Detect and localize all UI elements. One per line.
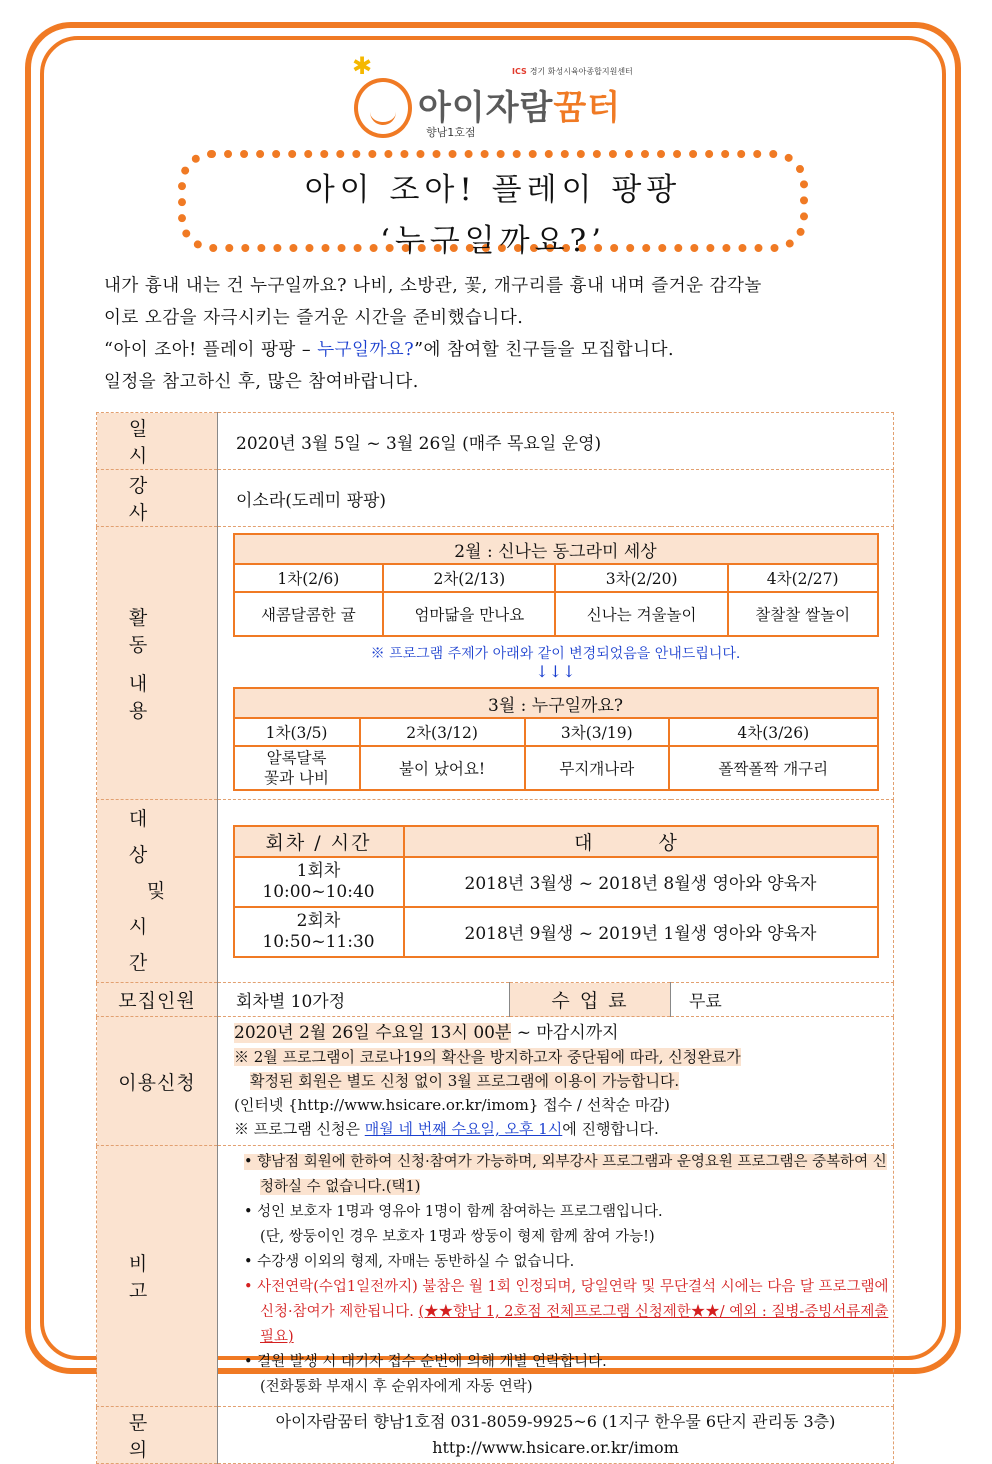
contact-info: 아이자람꿈터 향남1호점 031-8059-9925~6 (1지구 한우물 6단지 관리동 3층) xyxy=(275,1412,836,1431)
contact-cell xyxy=(218,1407,894,1464)
target-cell xyxy=(218,800,894,983)
target-table xyxy=(233,825,879,958)
date-value: 2020년 3월 5일 ~ 3월 26일 (매주 목요일 운영) xyxy=(218,413,894,470)
recruit-label: 모집인원 xyxy=(97,983,218,1017)
feb-activity: 신나는 겨울놀이 xyxy=(555,592,727,636)
down-arrows-icon: ↓↓↓ xyxy=(535,662,576,681)
change-notice: ※ 프로그램 주제가 아래와 같이 변경되었음을 안내드립니다. xyxy=(370,646,741,662)
feb-activity: 찰찰찰 쌀놀이 xyxy=(728,592,878,636)
note-label: 비 고 xyxy=(97,1146,218,1407)
activity-label: 활 동 내 용 xyxy=(97,527,218,800)
session-header: 회차 / 시간 xyxy=(234,826,404,857)
feb-week: 1차(2/6) xyxy=(234,564,384,592)
contact-label: 문 의 xyxy=(97,1407,218,1464)
target-header: 대 상 xyxy=(404,826,878,857)
mar-activity: 폴짝폴짝 개구리 xyxy=(669,746,877,790)
date-label: 일 시 xyxy=(97,413,218,470)
title-box xyxy=(178,150,808,259)
feb-schedule xyxy=(233,533,879,637)
feb-activity: 엄마닮을 만나요 xyxy=(383,592,555,636)
logo xyxy=(352,52,672,148)
intro-text: 내가 흉내 내는 건 누구일까요? 나비, 소방관, 꽃, 개구리를 흉내 내며 즐거운 감각놀 이로 오감을 자극시키는 즐거운 시간을 준비했습니다. “아이 조아! 플레이 팡팡 – 누구일까요?”에 참여할 친구들을 모집합니다. 일정을 참고하신 후, 많은 참여바랍니다. xyxy=(104,276,762,392)
teacher-value: 이소라(도레미 팡팡) xyxy=(218,470,894,527)
session-1: 1회차 10:00~10:40 xyxy=(234,857,404,907)
fee-label: 수 업 료 xyxy=(510,983,671,1017)
fee-value: 무료 xyxy=(671,983,894,1017)
mar-week: 1차(3/5) xyxy=(234,718,360,746)
notes-cell: • 향남점 회원에 한하여 신청·참여가 가능하며, 외부강사 프로그램과 운영요원 프로그램은 중복하여 신청하실 수 없습니다.(택1) • 성인 보호자 1명과 영유아 1명이 함께 참여하는 프로그램입니다. (단, 쌍둥이인 경우 보호자 1명과 쌍둥이 형제 함께 참여 가능!) • 수강생 이외의 형제, 자매는 동반하실 수 없습니다. • 사전연락(수업1일전까지) 불참은 월 1회 인정되며, 당일연락 및 무단결석 시에는 다음 달 프로그램에 신청·참여가 제한됩니다. (★★향남 1, 2호점 전체프로그램 신청제한★★/ 예외 : 질병-증빙서류제출필요) • 결원 발생 시 대기자 접수 순번에 의해 개별 연락합니다. (전화통화 부재시 후 순위자에게 자동 연락) xyxy=(218,1146,894,1407)
recruit-value: 회차별 10가정 xyxy=(218,983,510,1017)
teacher-label: 강 사 xyxy=(97,470,218,527)
activity-cell xyxy=(218,527,894,800)
child-face-icon xyxy=(354,78,412,138)
feb-week: 2차(2/13) xyxy=(383,564,555,592)
star-icon: ✱ xyxy=(352,52,373,80)
logo-brand: 아이자람꿈터 xyxy=(418,88,622,128)
mar-schedule xyxy=(233,687,879,791)
mar-activity: 알록달록 꽃과 나비 xyxy=(234,746,360,790)
feb-week: 4차(2/27) xyxy=(728,564,878,592)
logo-branch: 향남1호점 xyxy=(426,126,476,139)
apply-label: 이용신청 xyxy=(97,1017,218,1146)
contact-url[interactable]: http://www.hsicare.or.kr/imom xyxy=(432,1438,679,1457)
feb-week: 3차(2/20) xyxy=(555,564,727,592)
target-label: 대 상 및 시 간 xyxy=(97,800,218,983)
mar-title: 3월 : 누구일까요? xyxy=(234,688,878,718)
mar-week: 2차(3/12) xyxy=(360,718,525,746)
mar-week: 4차(3/26) xyxy=(669,718,877,746)
apply-cell: 2020년 2월 26일 수요일 13시 00분 ~ 마감시까지 ※ 2월 프로그램이 코로나19의 확산을 방지하고자 중단됨에 따라, 신청완료가 확정된 회원은 별도 신청 없이 3월 프로그램에 이용이 가능합니다. (인터넷 {http://www.hsicare.or.kr/imom} 접수 / 선착순 마감) ※ 프로그램 신청은 매월 네 번째 수요일, 오후 1시에 진행합니다. xyxy=(218,1017,894,1146)
mar-activity: 무지개나라 xyxy=(525,746,670,790)
logo-center: ICS 경기 화성시육아종합지원센터 xyxy=(512,67,633,76)
session-2: 2회차 10:50~11:30 xyxy=(234,907,404,957)
info-table xyxy=(96,412,894,1464)
page-title: 아이 조아! 플레이 팡팡 xyxy=(304,172,682,208)
feb-title: 2월 : 신나는 동그라미 세상 xyxy=(234,534,878,564)
mar-activity: 불이 났어요! xyxy=(360,746,525,790)
session-2-target: 2018년 9월생 ~ 2019년 1월생 영아와 양육자 xyxy=(404,907,878,957)
feb-activity: 새콤달콤한 귤 xyxy=(234,592,384,636)
session-1-target: 2018년 3월생 ~ 2018년 8월생 영아와 양육자 xyxy=(404,857,878,907)
page-subtitle: ‘누구일까요?’ xyxy=(379,223,607,259)
mar-week: 3차(3/19) xyxy=(525,718,670,746)
